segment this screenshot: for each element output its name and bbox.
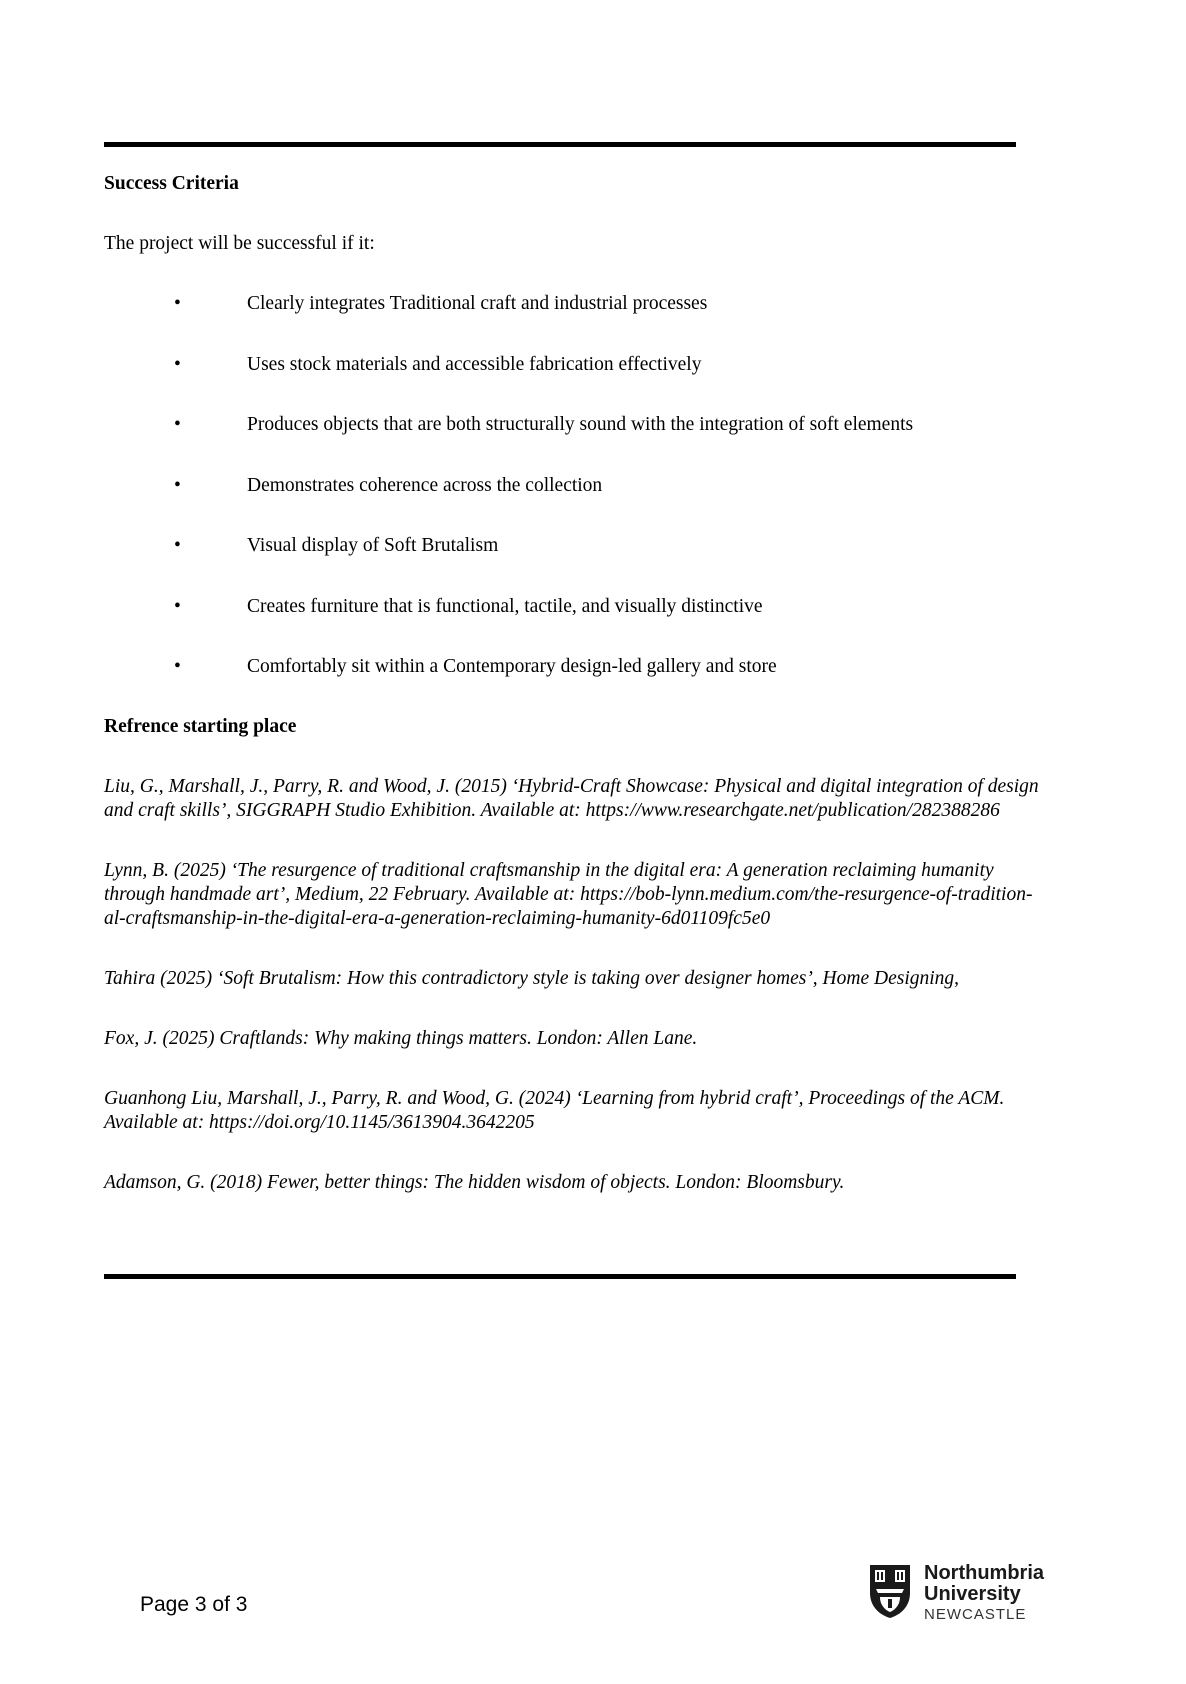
list-item — [104, 292, 1104, 316]
list-item-text: Comfortably sit within a Contemporary design-led gallery and store — [247, 656, 777, 677]
list-item-text: Clearly integrates Traditional craft and industrial processes — [247, 293, 708, 314]
reference-line: Guanhong Liu, Marshall, J., Parry, R. and Wood, G. (2024) ‘Learning from hybrid craft’, Proceedings of the ACM. — [104, 1088, 1005, 1109]
list-item-text: Demonstrates coherence across the collection — [247, 474, 603, 496]
list-item-text: Visual display of Soft Brutalism — [247, 535, 499, 556]
logo-line-newcastle: NEWCASTLE — [924, 1606, 1027, 1623]
bottom-divider — [104, 1274, 1016, 1279]
reference-line: Adamson, G. (2018) Fewer, better things: The hidden wisdom of objects. London: Bloomsbury. — [104, 1172, 845, 1193]
university-logo — [868, 1563, 1068, 1623]
list-item — [104, 595, 1104, 619]
university-name — [924, 1563, 1044, 1624]
reference-entry — [104, 859, 1104, 931]
list-item — [104, 534, 1104, 558]
reference-entry — [104, 775, 1104, 823]
logo-line-northumbria: Northumbria — [924, 1562, 1044, 1584]
document-body — [104, 172, 1104, 1195]
list-item — [104, 413, 1104, 437]
bullet-icon: • — [174, 595, 181, 617]
bullet-icon: • — [174, 293, 181, 314]
bullet-icon: • — [174, 474, 181, 496]
list-item — [104, 353, 1104, 377]
list-item — [104, 474, 1104, 498]
success-criteria-heading: Success Criteria — [104, 173, 239, 194]
reference-line: al-craftsmanship-in-the-digital-era-a-generation-reclaiming-humanity-6d01109fc5e0 — [104, 908, 771, 929]
reference-entry — [104, 1171, 1104, 1195]
reference-line: and craft skills’, SIGGRAPH Studio Exhibition. Available at: https://www.researchgate.net/publication/282388286 — [104, 800, 1000, 821]
page-number: Page 3 of 3 — [140, 1593, 248, 1616]
reference-line: Tahira (2025) ‘Soft Brutalism: How this contradictory style is taking over designer homes’, Home Designing, — [104, 968, 960, 989]
success-criteria-intro: The project will be successful if it: — [104, 233, 375, 254]
bullet-icon: • — [174, 656, 181, 677]
top-divider — [104, 142, 1016, 147]
reference-entry — [104, 967, 1104, 991]
references-heading: Refrence starting place — [104, 716, 297, 737]
list-item-text: Produces objects that are both structurally sound with the integration of soft elements — [247, 414, 914, 435]
reference-line: Lynn, B. (2025) ‘The resurgence of traditional craftsmanship in the digital era: A generation reclaiming humanity — [104, 860, 994, 881]
reference-entry — [104, 1087, 1104, 1135]
success-criteria-list — [104, 292, 1104, 679]
list-item — [104, 655, 1104, 679]
university-crest-icon — [868, 1563, 912, 1619]
list-item-text: Creates furniture that is functional, tactile, and visually distinctive — [247, 595, 763, 617]
bullet-icon: • — [174, 353, 181, 375]
logo-line-university: University — [924, 1583, 1021, 1605]
reference-line: Available at: https://doi.org/10.1145/3613904.3642205 — [104, 1112, 535, 1133]
references-list — [104, 775, 1104, 1195]
reference-line: through handmade art’, Medium, 22 February. Available at: https://bob-lynn.medium.com/the-resurgence-of-tradition- — [104, 884, 1033, 905]
reference-line: Liu, G., Marshall, J., Parry, R. and Wood, J. (2015) ‘Hybrid-Craft Showcase: Physical and digital integration of design — [104, 776, 1039, 797]
reference-line: Fox, J. (2025) Craftlands: Why making things matters. London: Allen Lane. — [104, 1028, 698, 1049]
bullet-icon: • — [174, 535, 181, 556]
bullet-icon: • — [174, 414, 181, 435]
list-item-text: Uses stock materials and accessible fabrication effectively — [247, 353, 702, 375]
reference-entry — [104, 1027, 1104, 1051]
